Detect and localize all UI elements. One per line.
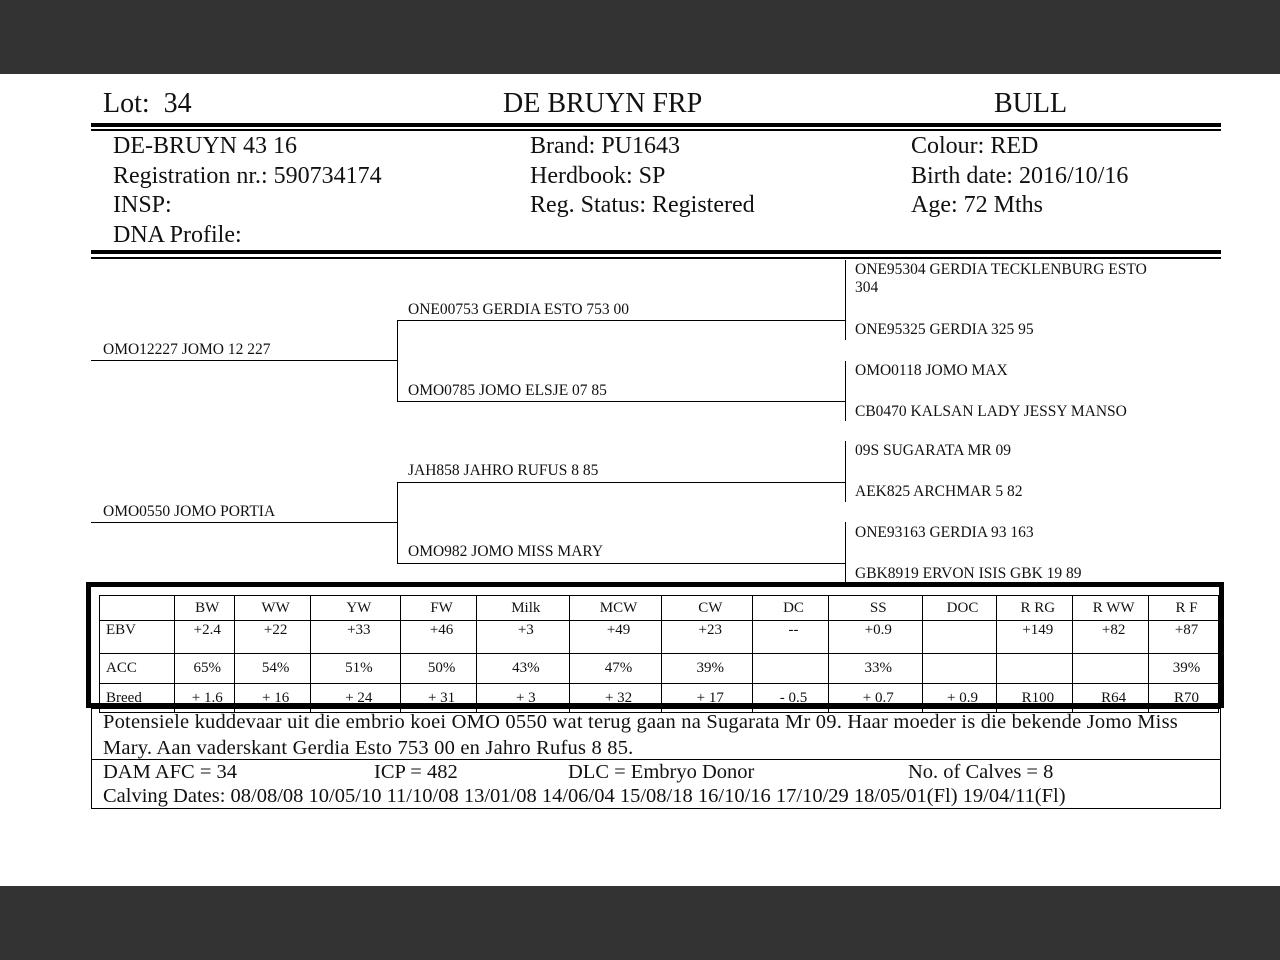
pedigree-dam: OMO0550 JOMO PORTIA [103, 503, 276, 520]
table-header: DC [753, 596, 829, 621]
dd-line [397, 563, 845, 564]
pedigree-ssd: ONE95325 GERDIA 325 95 [855, 321, 1034, 338]
table-cell: +22 [234, 621, 311, 654]
dd-bracket [845, 522, 846, 584]
birth-date: Birth date: 2016/10/16 [911, 163, 1129, 189]
lot-label: Lot: 34 [103, 88, 192, 119]
table-cell: + 1.6 [174, 684, 234, 713]
table-header: FW [401, 596, 477, 621]
pedigree-dds: ONE93163 GERDIA 93 163 [855, 524, 1034, 541]
ebv-header-row [100, 596, 1219, 621]
ebv-table-frame [86, 582, 1224, 708]
table-cell: Breed [100, 684, 175, 713]
table-header: CW [662, 596, 753, 621]
dam-bracket [397, 482, 398, 563]
ss-line [397, 320, 845, 321]
pedigree-ddd: GBK8919 ERVON ISIS GBK 19 89 [855, 565, 1082, 582]
table-cell: +3 [476, 621, 569, 654]
breeder-name: DE BRUYN FRP [503, 88, 703, 119]
table-cell: R64 [1073, 684, 1149, 713]
pedigree-dam-dam: OMO982 JOMO MISS MARY [408, 543, 604, 560]
age: Age: 72 Mths [911, 192, 1043, 218]
table-header: R F [1149, 596, 1219, 621]
table-cell [997, 654, 1073, 684]
insp: INSP: [113, 192, 172, 218]
table-cell: + 17 [662, 684, 753, 713]
lot-number: 34 [163, 88, 192, 119]
sd-line [397, 401, 845, 402]
pedigree-sire: OMO12227 JOMO 12 227 [103, 341, 271, 358]
header-rule-thick [91, 123, 1221, 127]
comment-text: Potensiele kuddevaar uit die embrio koei OMO 0550 wat terug gaan na Sugarata Mr 09. Haar moeder is die bekende Jomo Miss Mary. Aan vaderskant Gerdia Esto 753 00 en Jahro Rufus 8 85. [103, 711, 1178, 759]
table-header: YW [311, 596, 401, 621]
table-cell: 39% [662, 654, 753, 684]
sire-line [91, 360, 397, 361]
table-header: R RG [997, 596, 1073, 621]
table-cell: + 3 [476, 684, 569, 713]
animal-name: DE-BRUYN 43 16 [113, 133, 297, 159]
info-rule-thin [91, 257, 1221, 259]
pedigree-sds: OMO0118 JOMO MAX [855, 362, 1008, 379]
table-cell: + 32 [569, 684, 662, 713]
dam-line [91, 522, 397, 523]
registration-status: Reg. Status: Registered [530, 192, 755, 218]
top-letterbox-bar [0, 0, 1280, 74]
table-cell: + 31 [401, 684, 477, 713]
table-cell: ACC [100, 654, 175, 684]
table-cell: 50% [401, 654, 477, 684]
table-header: WW [234, 596, 311, 621]
table-cell: +23 [662, 621, 753, 654]
colour: Colour: RED [911, 133, 1039, 159]
dam-icp: ICP = 482 [374, 761, 458, 783]
ds-line [397, 482, 845, 483]
table-cell: 65% [174, 654, 234, 684]
table-header: MCW [569, 596, 662, 621]
table-cell: + 16 [234, 684, 311, 713]
herdbook: Herdbook: SP [530, 163, 666, 189]
table-cell: -- [753, 621, 829, 654]
table-cell: EBV [100, 621, 175, 654]
table-cell: R70 [1149, 684, 1219, 713]
registration-number: Registration nr.: 590734174 [113, 163, 382, 189]
table-header: R WW [1073, 596, 1149, 621]
table-cell: 43% [476, 654, 569, 684]
table-header: DOC [922, 596, 997, 621]
table-cell [1073, 654, 1149, 684]
pedigree-sire-sire: ONE00753 GERDIA ESTO 753 00 [408, 301, 630, 318]
sex-label: BULL [994, 88, 1068, 119]
table-header: SS [828, 596, 922, 621]
table-cell [922, 621, 997, 654]
pedigree-sdd: CB0470 KALSAN LADY JESSY MANSO [855, 403, 1127, 420]
table-cell: 54% [234, 654, 311, 684]
dam-divider [92, 759, 1220, 760]
pedigree-sire-dam: OMO0785 JOMO ELSJE 07 85 [408, 382, 607, 399]
dam-dlc: DLC = Embryo Donor [568, 761, 755, 783]
ss-bracket [845, 260, 846, 340]
table-cell: +33 [311, 621, 401, 654]
table-header: Milk [476, 596, 569, 621]
table-header: BW [174, 596, 234, 621]
dam-calves: No. of Calves = 8 [908, 761, 1054, 783]
table-cell: + 0.7 [828, 684, 922, 713]
table-cell [100, 596, 175, 621]
table-cell: +49 [569, 621, 662, 654]
dam-afc: DAM AFC = 34 [103, 761, 238, 783]
table-cell: +149 [997, 621, 1073, 654]
table-cell: + 0.9 [922, 684, 997, 713]
table-cell: 47% [569, 654, 662, 684]
acc-row [100, 654, 1219, 684]
header-rule-thin [91, 129, 1221, 131]
table-cell: + 24 [311, 684, 401, 713]
info-rule-thick [91, 250, 1221, 254]
table-cell: - 0.5 [753, 684, 829, 713]
comment-box [91, 708, 1221, 809]
calving-dates: Calving Dates: 08/08/08 10/05/10 11/10/08 13/01/08 14/06/04 15/08/18 16/10/16 17/10/29 18/05/01(Fl) 19/04/11(Fl) [103, 785, 1066, 807]
sd-bracket [845, 361, 846, 421]
sire-bracket [397, 320, 398, 401]
pedigree-dss: 09S SUGARATA MR 09 [855, 442, 1011, 459]
dna-profile: DNA Profile: [113, 222, 242, 248]
table-cell: 51% [311, 654, 401, 684]
table-cell: 33% [828, 654, 922, 684]
table-cell: R100 [997, 684, 1073, 713]
table-cell [753, 654, 829, 684]
ebv-row [100, 621, 1219, 654]
table-cell: +87 [1149, 621, 1219, 654]
table-cell: 39% [1149, 654, 1219, 684]
brand: Brand: PU1643 [530, 133, 680, 159]
pedigree-dsd: AEK825 ARCHMAR 5 82 [855, 483, 1023, 500]
ebv-table [99, 595, 1219, 713]
table-cell: +46 [401, 621, 477, 654]
bottom-letterbox-bar [0, 886, 1280, 960]
ds-bracket [845, 441, 846, 502]
table-cell: +82 [1073, 621, 1149, 654]
table-cell: +0.9 [828, 621, 922, 654]
pedigree-sss: ONE95304 GERDIA TECKLENBURG ESTO 304 [855, 261, 1147, 296]
pedigree-dam-sire: JAH858 JAHRO RUFUS 8 85 [408, 462, 599, 479]
table-cell: +2.4 [174, 621, 234, 654]
table-cell [922, 654, 997, 684]
